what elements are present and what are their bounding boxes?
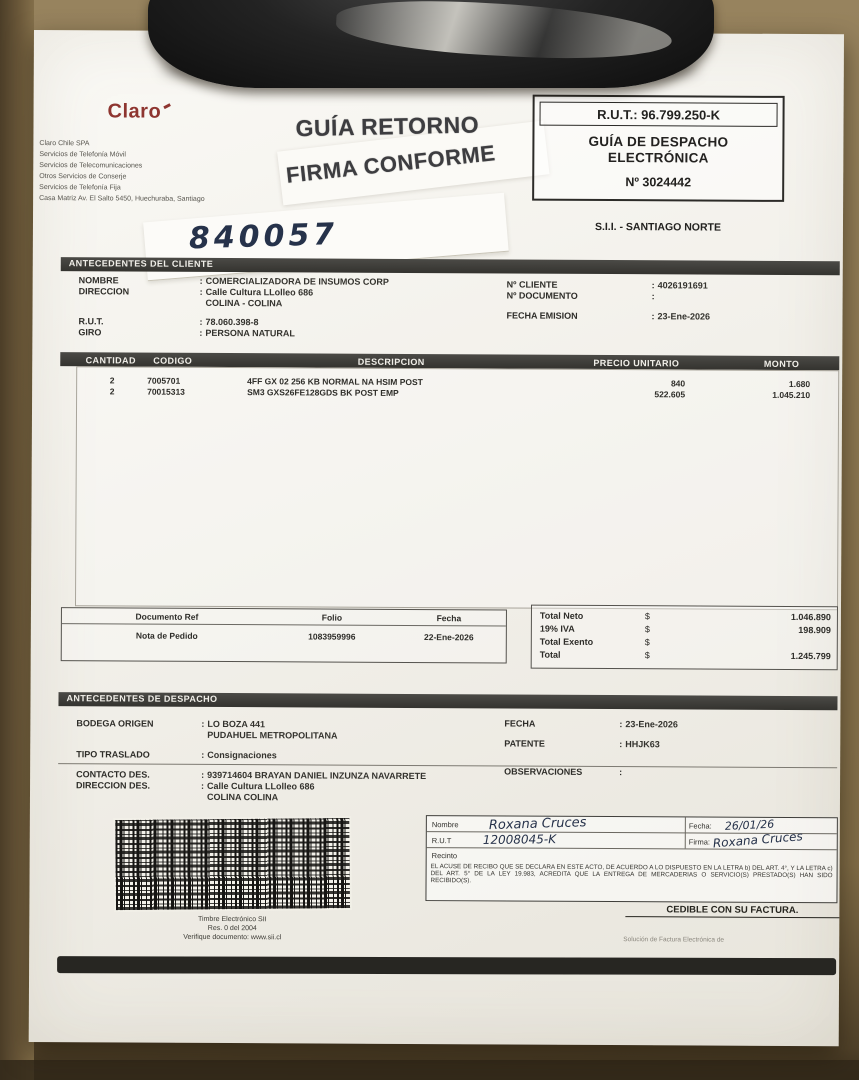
field-value: 23-Ene-2026: [657, 311, 711, 322]
sign-recinto-label: Recinto: [431, 851, 458, 861]
clip-shine: [335, 0, 673, 65]
sign-fecha-label: Fecha:: [688, 821, 712, 831]
field-value: Consignaciones: [207, 749, 277, 761]
handwritten-fecha: 26/01/26: [724, 817, 775, 833]
company-line: Servicios de Telefonía Móvil: [39, 151, 127, 159]
doc-ref-row: [62, 624, 506, 642]
sign-rut-label: R.U.T: [431, 836, 452, 846]
doc-number: Nº 3024442: [625, 175, 692, 190]
cell-monto: 1.045.210: [772, 389, 811, 401]
field-value: Calle Cultura LLolleo 686: [207, 780, 315, 792]
handwritten-rut: 12008045-K: [482, 832, 557, 847]
total-label: Total Neto: [539, 610, 584, 621]
cell-monto: 1.680: [788, 378, 811, 390]
cell-descripcion: 4FF GX 02 256 KB NORMAL NA HSIM POST: [247, 376, 423, 388]
field-observaciones: [504, 766, 678, 778]
field-fecha-emision: [506, 310, 710, 322]
doc-ref-header-fecha: Fecha: [436, 613, 462, 624]
field-value: 23-Ene-2026: [625, 719, 678, 730]
dispatch-guide-document: [29, 30, 844, 1046]
company-line: Servicios de Telefonía Fija: [39, 184, 121, 192]
client-section-header: ANTECEDENTES DEL CLIENTE: [61, 257, 840, 275]
field-value: 4026191691: [657, 280, 708, 291]
timbre-line3: Verifique documento: www.sii.cl: [183, 933, 282, 942]
field-direccion-line2: [79, 297, 389, 310]
return-stamp: [284, 111, 595, 188]
colon: :: [619, 739, 623, 750]
provider-note: Solución de Factura Electrónica de: [623, 936, 725, 944]
sii-office: S.I.I. - SANTIAGO NORTE: [594, 220, 722, 234]
sign-column-divider: [685, 817, 686, 848]
field-label: DIRECCION DES.: [76, 780, 151, 791]
colon: :: [651, 280, 655, 291]
field-label: R.U.T.: [78, 316, 104, 327]
cell-codigo: 7005701: [147, 375, 181, 386]
company-line: Otros Servicios de Conserje: [39, 173, 127, 181]
currency-sign: $: [644, 611, 650, 622]
timbre-captions: [122, 914, 342, 942]
field-label: GIRO: [78, 327, 102, 338]
doc-type-line2: ELECTRÓNICA: [607, 150, 709, 166]
client-fields-right: [506, 279, 710, 322]
total-value: 1.245.799: [790, 650, 831, 662]
timbre-line2: Res. 0 del 2004: [207, 924, 257, 933]
col-header-cantidad: CANTIDAD: [85, 354, 136, 366]
dispatch-fields-right: [504, 718, 678, 778]
sign-firma-label: Firma:: [688, 837, 711, 847]
field-value: 939714604 BRAYAN DANIEL INZUNZA NAVARRETE: [207, 769, 427, 782]
field-value: HHJK63: [625, 739, 660, 750]
company-info: [39, 138, 205, 205]
field-bodega-line2: [76, 729, 426, 742]
doc-ref-header-doc: Documento Ref: [135, 611, 199, 622]
colon: :: [201, 780, 205, 791]
clipboard-bottom-edge: [0, 1060, 859, 1080]
handwritten-number: 840057: [188, 216, 339, 257]
dispatch-section-header: ANTECEDENTES DE DESPACHO: [58, 692, 837, 710]
client-fields-left: [78, 275, 388, 340]
field-tipo-traslado: [76, 749, 426, 762]
field-label: Nº DOCUMENTO: [506, 290, 578, 301]
doc-type-line1: GUÍA DE DESPACHO: [588, 133, 729, 150]
colon: :: [651, 291, 655, 302]
colon: :: [199, 286, 203, 297]
cell-precio: 522.605: [654, 389, 686, 400]
field-label: PATENTE: [504, 738, 545, 749]
field-value: Calle Cultura LLolleo 686: [205, 286, 314, 298]
field-label: DIRECCION: [78, 286, 130, 297]
cell-cantidad: 2: [109, 375, 115, 386]
col-header-precio: PRECIO UNITARIO: [593, 357, 680, 368]
field-value: COLINA COLINA: [206, 791, 279, 803]
company-line: Claro Chile SPA: [39, 140, 90, 148]
handwritten-firma: Roxana Cruces: [712, 829, 804, 851]
field-value: PUDAHUEL METROPOLITANA: [207, 729, 338, 741]
field-label: FECHA EMISION: [506, 310, 578, 321]
field-direccion: [79, 286, 389, 299]
field-label: BODEGA ORIGEN: [76, 718, 154, 729]
total-value: [685, 636, 831, 650]
colon: :: [201, 749, 205, 760]
field-n-documento: [507, 290, 711, 302]
cell-cantidad: 2: [109, 386, 115, 397]
field-label: NOMBRE: [78, 275, 119, 286]
col-header-descripcion: DESCRIPCION: [357, 356, 425, 367]
dispatch-fields-left: [76, 718, 427, 804]
stamp-firma-conforme: FIRMA CONFORME: [284, 140, 497, 188]
sign-nombre-label: Nombre: [431, 820, 459, 830]
colon: :: [199, 327, 203, 338]
claro-logo: [108, 100, 171, 123]
field-bodega: [76, 718, 426, 731]
colon: :: [619, 767, 623, 778]
company-line: Casa Matriz Av. El Salto 5450, Huechuraba, Santiago: [39, 195, 205, 203]
cell-codigo: 70015313: [147, 386, 185, 397]
field-fecha: [504, 718, 678, 730]
colon: :: [201, 718, 205, 729]
field-label: TIPO TRASLADO: [76, 749, 150, 760]
total-label: Total Exento: [539, 636, 594, 647]
colon: :: [199, 316, 203, 327]
sign-row-divider: [427, 847, 837, 850]
currency-sign: $: [644, 650, 650, 661]
cell-precio: 840: [670, 378, 686, 389]
items-table-body: [75, 366, 839, 610]
issuer-rut: R.U.T.: 96.799.250-K: [540, 102, 778, 127]
field-value: LO BOZA 441: [207, 718, 266, 730]
cell-descripcion: SM3 GXS26FE128GDS BK POST EMP: [247, 387, 399, 398]
currency-sign: $: [644, 637, 650, 648]
colon: :: [619, 719, 623, 730]
field-direccion-des-line2: [76, 791, 426, 804]
company-line: Servicios de Telecomunicaciones: [39, 162, 143, 170]
reception-box: [425, 815, 837, 903]
col-header-monto: MONTO: [763, 358, 800, 369]
currency-sign: $: [644, 624, 650, 635]
doc-ref-box: [61, 607, 507, 663]
claro-logo-text: Claro: [107, 100, 162, 123]
legal-text: EL ACUSE DE RECIBO QUE SE DECLARA EN ESTE ACTO, DE ACUERDO A LO DISPUESTO EN LA LETRA b) DEL ART. 4°, Y LA LETRA c) DEL ART. 5° DE LA LEY 19.983, ACREDITA QUE LA ENTREGA DE MERCADERIAS O SERVICIO(S) PRESTADO(S) HAN SIDO RECIBIDO(S).: [430, 863, 833, 885]
doc-ref-fecha: 22-Ene-2026: [423, 632, 474, 643]
field-label: CONTACTO DES.: [76, 769, 150, 780]
field-value: 78.060.398-8: [205, 316, 259, 328]
total-label: Total: [539, 649, 561, 660]
handwritten-nombre: Roxana Cruces: [488, 815, 587, 834]
timbre-line1: Timbre Electrónico SII: [198, 915, 267, 924]
doc-ref-header-folio: Folio: [321, 612, 343, 623]
total-value: 198.909: [798, 625, 831, 636]
total-row: [540, 649, 831, 664]
colon: :: [199, 275, 203, 286]
col-header-codigo: CODIGO: [153, 355, 193, 366]
doc-ref-folio: 1083959996: [308, 631, 356, 642]
doc-ref-tipo: Nota de Pedido: [135, 630, 198, 641]
field-giro: [78, 327, 388, 340]
totals-box: [531, 605, 838, 671]
stamp-guia-retorno: GUÍA RETORNO: [295, 111, 480, 142]
claro-logo-swoosh: [163, 103, 171, 109]
colon: :: [201, 769, 205, 780]
cedible-note: CEDIBLE CON SU FACTURA.: [625, 904, 839, 918]
field-value: COMERCIALIZADORA DE INSUMOS CORP: [205, 275, 389, 287]
field-label: Nº CLIENTE: [506, 279, 558, 290]
colon: :: [651, 311, 655, 322]
field-patente: [504, 738, 678, 750]
field-label: OBSERVACIONES: [504, 766, 583, 777]
field-label: FECHA: [504, 718, 536, 729]
total-value: 1.046.890: [790, 611, 831, 623]
sii-barcode: [115, 818, 350, 910]
field-direccion-des: [76, 780, 426, 793]
bottom-scan-bar: [57, 956, 836, 975]
clipboard-clip: [148, 0, 714, 88]
total-label: 19% IVA: [539, 623, 575, 634]
field-value: PERSONA NATURAL: [205, 327, 295, 339]
field-value: COLINA - COLINA: [205, 297, 283, 309]
